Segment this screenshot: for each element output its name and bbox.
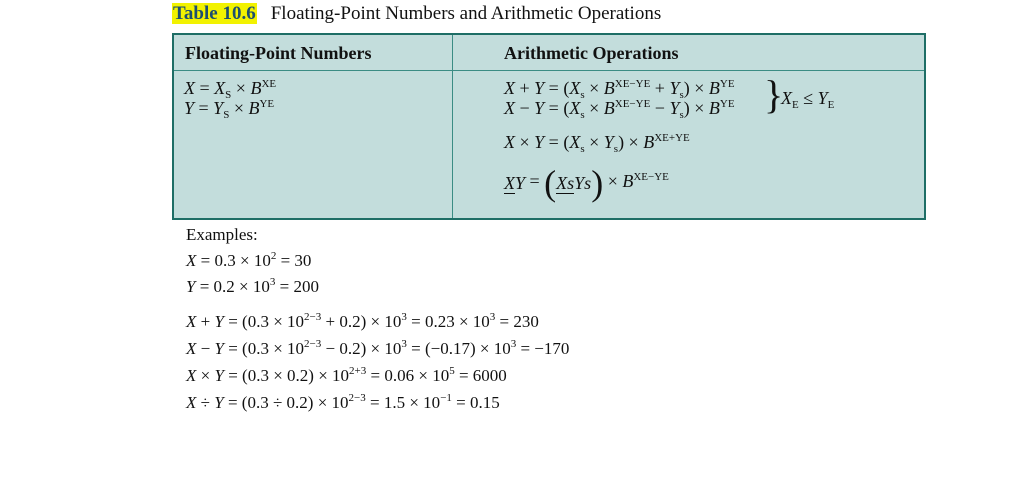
formula-part: = (−0.17) × 10	[406, 339, 511, 358]
formula-part: = 0.06 × 10	[366, 366, 450, 385]
formula-part: = (	[544, 78, 570, 98]
formula-part: = 0.2 × 10	[195, 277, 270, 296]
inner-numerator: Xs	[556, 172, 575, 193]
formula-part: 3	[401, 311, 407, 323]
formula-part: X	[186, 251, 197, 270]
formula-part: X	[214, 78, 226, 98]
formula-part: X	[186, 312, 197, 331]
formula-multiplication	[504, 132, 690, 153]
formula-part: ×	[196, 366, 215, 385]
example-line	[186, 251, 311, 271]
formula-part: X	[569, 132, 581, 152]
formula-addition	[504, 78, 735, 99]
formula-part: X	[504, 132, 515, 152]
example-line	[186, 366, 507, 386]
inner-denominator: Ys	[574, 172, 592, 193]
formula-part: −	[650, 98, 670, 118]
formula-part: Y	[534, 132, 545, 152]
formula-part: +	[515, 78, 535, 98]
formula-part: s	[580, 143, 585, 155]
formula-part: Y	[214, 312, 224, 331]
example-line	[186, 339, 569, 359]
formula-division: XY = (XsYs) × $B^{XE-YE}$	[504, 163, 669, 203]
formula-part: S	[225, 89, 232, 101]
formula-part: E	[269, 78, 277, 90]
formula-part: Y	[534, 98, 545, 118]
formula-part: −1	[440, 392, 452, 404]
formula-part: −	[196, 339, 215, 358]
header-divider	[174, 70, 924, 71]
formula-part: Y	[603, 132, 614, 152]
formula-part: +	[196, 312, 215, 331]
formula-part: ) ×	[683, 98, 709, 118]
formula-part: B	[250, 78, 262, 98]
formula-part: = 0.15	[451, 393, 500, 412]
formula-part: X	[504, 98, 515, 118]
formula-part: X	[569, 78, 581, 98]
formula-part: 3	[401, 338, 407, 350]
formula-part: ×	[231, 78, 251, 98]
formula-part: X	[186, 366, 197, 385]
formula-part: 2−3	[304, 311, 322, 323]
formula-part: B	[643, 132, 655, 152]
formula-part: 3	[269, 276, 276, 288]
formula-part: XE+YE	[654, 132, 690, 144]
formula-part: Y	[259, 98, 268, 110]
formula-part: ×	[584, 98, 604, 118]
formula-part: Y	[214, 366, 224, 385]
formula-part: E	[792, 99, 799, 111]
formula-part: = 30	[276, 251, 312, 270]
formula-part: 3	[510, 338, 517, 350]
header-floating-point-numbers: Floating-Point Numbers	[185, 43, 372, 63]
formula-part: XE−YE	[614, 78, 651, 90]
formula-part: =	[195, 78, 215, 98]
formula-part: = 0.23 × 10	[406, 312, 490, 331]
examples-heading: Examples:	[186, 225, 258, 244]
formula-part: B	[708, 98, 720, 118]
formula-part: 2+3	[349, 365, 367, 377]
formula-part: Y	[669, 98, 680, 118]
formula-part: Y	[534, 78, 545, 98]
formula-part: Y	[214, 339, 224, 358]
base: B	[622, 171, 634, 192]
formula-part: YE	[719, 78, 735, 90]
formula-part: X	[781, 88, 792, 108]
formula-part: Y	[214, 393, 224, 412]
equals: =	[525, 171, 545, 192]
formula-part: = (0.3 × 10	[223, 339, 305, 358]
formula-part: 2−3	[304, 338, 322, 350]
times: ×	[603, 171, 623, 192]
formula-part: Y	[184, 98, 195, 118]
formula-part: B	[603, 78, 615, 98]
formula-part: = (0.3 ÷ 0.2) × 10	[223, 393, 349, 412]
formula-part: = −170	[516, 339, 570, 358]
formula-table	[172, 33, 926, 220]
formula-part: 2−3	[348, 392, 366, 404]
formula-x-definition	[184, 78, 276, 99]
formula-part: X	[504, 78, 515, 98]
formula-part: X	[261, 78, 270, 90]
brace: }	[764, 72, 784, 117]
formula-part: X	[184, 78, 195, 98]
table-number: Table 10.6	[173, 3, 256, 24]
formula-part: 2	[270, 250, 277, 262]
formula-part: ≤	[798, 88, 818, 108]
formula-part: = (0.3 × 0.2) × 10	[223, 366, 350, 385]
formula-part: ×	[515, 132, 535, 152]
example-line	[186, 393, 500, 413]
table-caption: Floating-Point Numbers and Arithmetic Operations	[270, 3, 662, 24]
formula-part: Y	[213, 98, 224, 118]
fraction-denominator: Y	[515, 172, 526, 193]
formula-part: s	[679, 109, 684, 121]
formula-part: =	[194, 98, 214, 118]
formula-part: XE−YE	[614, 98, 651, 110]
formula-part: ) ×	[683, 78, 709, 98]
formula-part: s	[613, 143, 619, 155]
example-line	[186, 312, 539, 332]
formula-part: B	[603, 98, 615, 118]
formula-part: + 0.2) × 10	[321, 312, 402, 331]
fraction-numerator: X	[504, 172, 515, 193]
formula-part: +	[650, 78, 670, 98]
header-arithmetic-operations: Arithmetic Operations	[504, 43, 679, 63]
formula-part: Y	[817, 88, 828, 108]
formula-part: ÷	[196, 393, 215, 412]
formula-part: X	[569, 98, 581, 118]
formula-subtraction	[504, 98, 735, 119]
formula-part: − 0.2) × 10	[321, 339, 402, 358]
formula-part: = 230	[495, 312, 539, 331]
formula-part: = (	[544, 132, 570, 152]
formula-part: = (	[544, 98, 570, 118]
formula-part: = 0.3 × 10	[196, 251, 271, 270]
formula-y-definition	[184, 98, 274, 119]
formula-part: X	[186, 393, 197, 412]
formula-part: = (0.3 × 10	[223, 312, 305, 331]
formula-part: ) ×	[618, 132, 644, 152]
exponent-condition	[781, 88, 834, 109]
column-divider	[452, 35, 453, 218]
formula-part: B	[708, 78, 720, 98]
exponent: XE−YE	[633, 171, 669, 184]
table-title	[172, 3, 661, 25]
formula-part: B	[248, 98, 260, 118]
formula-part: 3	[489, 311, 496, 323]
formula-part: s	[580, 89, 585, 101]
formula-part: E	[267, 98, 275, 110]
formula-part: ×	[229, 98, 249, 118]
formula-part: = 200	[275, 277, 319, 296]
formula-part: s	[679, 89, 684, 101]
formula-part: X	[186, 339, 197, 358]
formula-part: YE	[719, 98, 735, 110]
formula-part: ×	[584, 78, 604, 98]
formula-part: ×	[584, 132, 604, 152]
formula-part: Y	[186, 277, 196, 296]
formula-part: E	[827, 99, 835, 111]
formula-part: S	[223, 109, 230, 121]
example-line	[186, 277, 319, 297]
formula-part: s	[580, 109, 585, 121]
formula-part: = 6000	[454, 366, 507, 385]
formula-part: Y	[669, 78, 680, 98]
formula-part: −	[515, 98, 535, 118]
formula-part: 5	[449, 365, 455, 377]
formula-part: = 1.5 × 10	[365, 393, 441, 412]
